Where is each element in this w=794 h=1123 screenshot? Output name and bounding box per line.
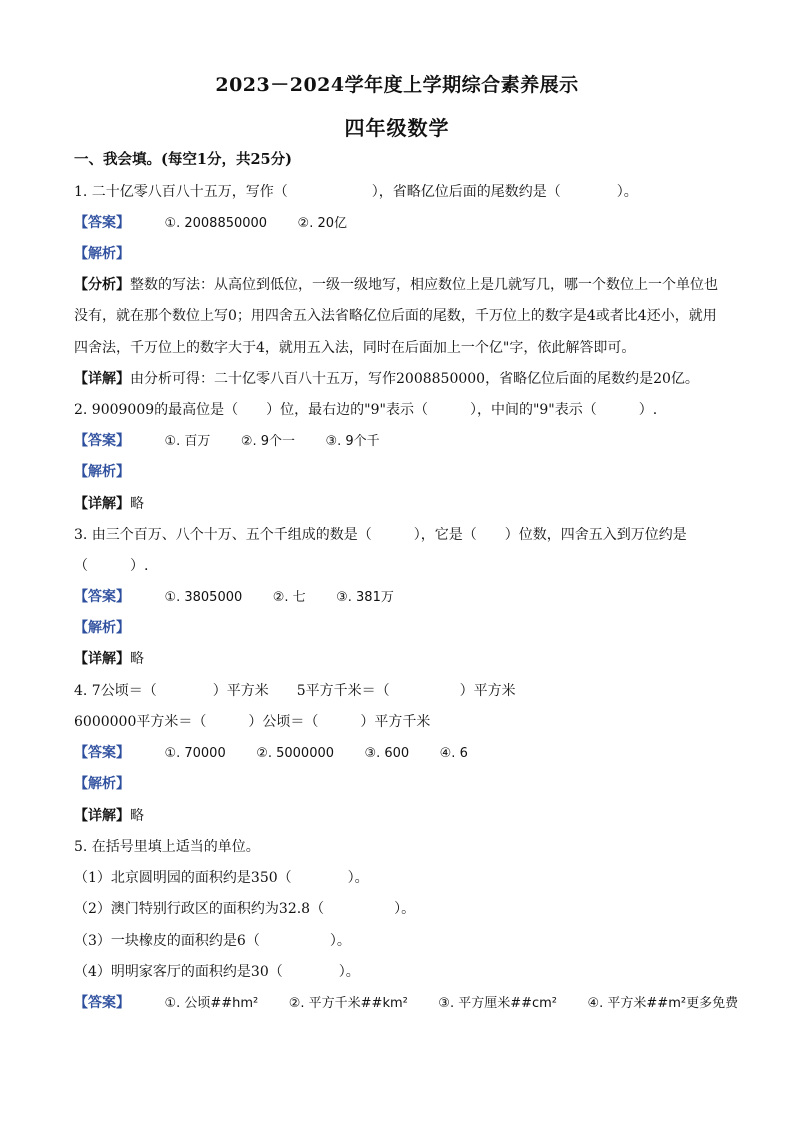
answer-row-4 xyxy=(74,743,468,764)
detail-body: 略 xyxy=(130,496,144,512)
answer-item: ②. 七 xyxy=(272,590,306,605)
question-5: 5. 在括号里填上适当的单位。 xyxy=(74,839,260,855)
fenxi-label: 【分析】 xyxy=(74,277,130,293)
analysis-label: 【解析】 xyxy=(74,620,130,636)
analysis-label: 【解析】 xyxy=(74,776,130,792)
detail-label: 【详解】 xyxy=(74,371,130,387)
analysis-label: 【解析】 xyxy=(74,246,130,262)
answer-item: ②. 9个一 xyxy=(240,434,296,449)
question-4-cont: 6000000平方米＝（ ）公顷＝（ ）平方千米 xyxy=(74,714,431,730)
analysis-text xyxy=(74,275,718,295)
question-2: 2. 9009009的最高位是（ ）位，最右边的"9"表示（ ），中间的"9"表示（ ）. xyxy=(74,402,658,418)
fenxi-line: 整数的写法：从高位到低位，一级一级地写，相应数位上是几就写几，哪一个数位上一个单位也 xyxy=(130,277,718,293)
answer-label: 【答案】 xyxy=(74,433,130,449)
detail-text xyxy=(74,649,144,669)
answer-item: ③. 平方厘米##cm² xyxy=(438,996,558,1011)
question-5-item: （2）澳门特别行政区的面积约为32.8（ ）。 xyxy=(74,901,416,917)
answer-item: ①. 百万 xyxy=(164,434,211,449)
detail-body: 略 xyxy=(130,808,144,824)
answer-item: ③. 600 xyxy=(364,746,410,761)
answer-item: ②. 平方千米##km² xyxy=(288,996,408,1011)
page-subtitle: 四年级数学 xyxy=(344,116,450,140)
page-title: 2023－2024学年度上学期综合素养展示 xyxy=(215,74,579,96)
detail-text xyxy=(74,806,144,826)
answer-item: ③. 381万 xyxy=(336,590,394,605)
question-5-item: （1）北京圆明园的面积约是350（ ）。 xyxy=(74,870,369,886)
answer-item: ①. 70000 xyxy=(164,746,226,761)
section-heading: 一、我会填。(每空1分，共25分) xyxy=(74,151,292,168)
detail-label: 【详解】 xyxy=(74,808,130,824)
detail-label: 【详解】 xyxy=(74,496,130,512)
answer-item: ④. 6 xyxy=(439,746,468,761)
question-1: 1. 二十亿零八百八十五万，写作（ ），省略亿位后面的尾数约是（ ）。 xyxy=(74,184,638,200)
answer-label: 【答案】 xyxy=(74,589,130,605)
answer-label: 【答案】 xyxy=(74,995,130,1011)
question-3-cont: （ ）. xyxy=(74,558,149,574)
fenxi-line: 四舍法，千万位上的数字大于4，就用五入法，同时在后面加上一个亿"字，依此解答即可。 xyxy=(74,340,636,356)
question-5-item: （4）明明家客厅的面积约是30（ ）。 xyxy=(74,964,360,980)
answer-row-3 xyxy=(74,587,394,608)
answer-label: 【答案】 xyxy=(74,745,130,761)
answer-item: ①. 公顷##hm² xyxy=(164,996,259,1011)
answer-item: ③. 9个千 xyxy=(325,434,380,449)
answer-row-1 xyxy=(74,213,347,234)
answer-item: ④. 平方米##m²更多免费 xyxy=(587,996,739,1011)
fenxi-line: 没有，就在那个数位上写0；用四舍五入法省略亿位后面的尾数，千万位上的数字是4或者比4还小，就用 xyxy=(74,308,717,324)
question-4: 4. 7公顷＝（ ）平方米 5平方千米＝（ ）平方米 xyxy=(74,683,516,699)
analysis-label: 【解析】 xyxy=(74,464,130,480)
answer-item: ①. 2008850000 xyxy=(164,216,268,231)
answer-row-2 xyxy=(74,431,380,452)
answer-label: 【答案】 xyxy=(74,215,130,231)
detail-label: 【详解】 xyxy=(74,651,130,667)
answer-item: ①. 3805000 xyxy=(164,590,243,605)
detail-text xyxy=(74,369,699,389)
question-5-item: （3）一块橡皮的面积约是6（ ）。 xyxy=(74,933,351,949)
answer-item: ②. 20亿 xyxy=(297,216,348,231)
question-3: 3. 由三个百万、八个十万、五个千组成的数是（ ），它是（ ）位数，四舍五入到万位约是 xyxy=(74,527,687,543)
detail-body: 略 xyxy=(130,651,144,667)
detail-body: 由分析可得：二十亿零八百八十五万，写作2008850000，省略亿位后面的尾数约是20亿。 xyxy=(130,371,699,387)
answer-row-5 xyxy=(74,993,738,1014)
answer-item: ②. 5000000 xyxy=(256,746,335,761)
detail-text xyxy=(74,494,144,514)
